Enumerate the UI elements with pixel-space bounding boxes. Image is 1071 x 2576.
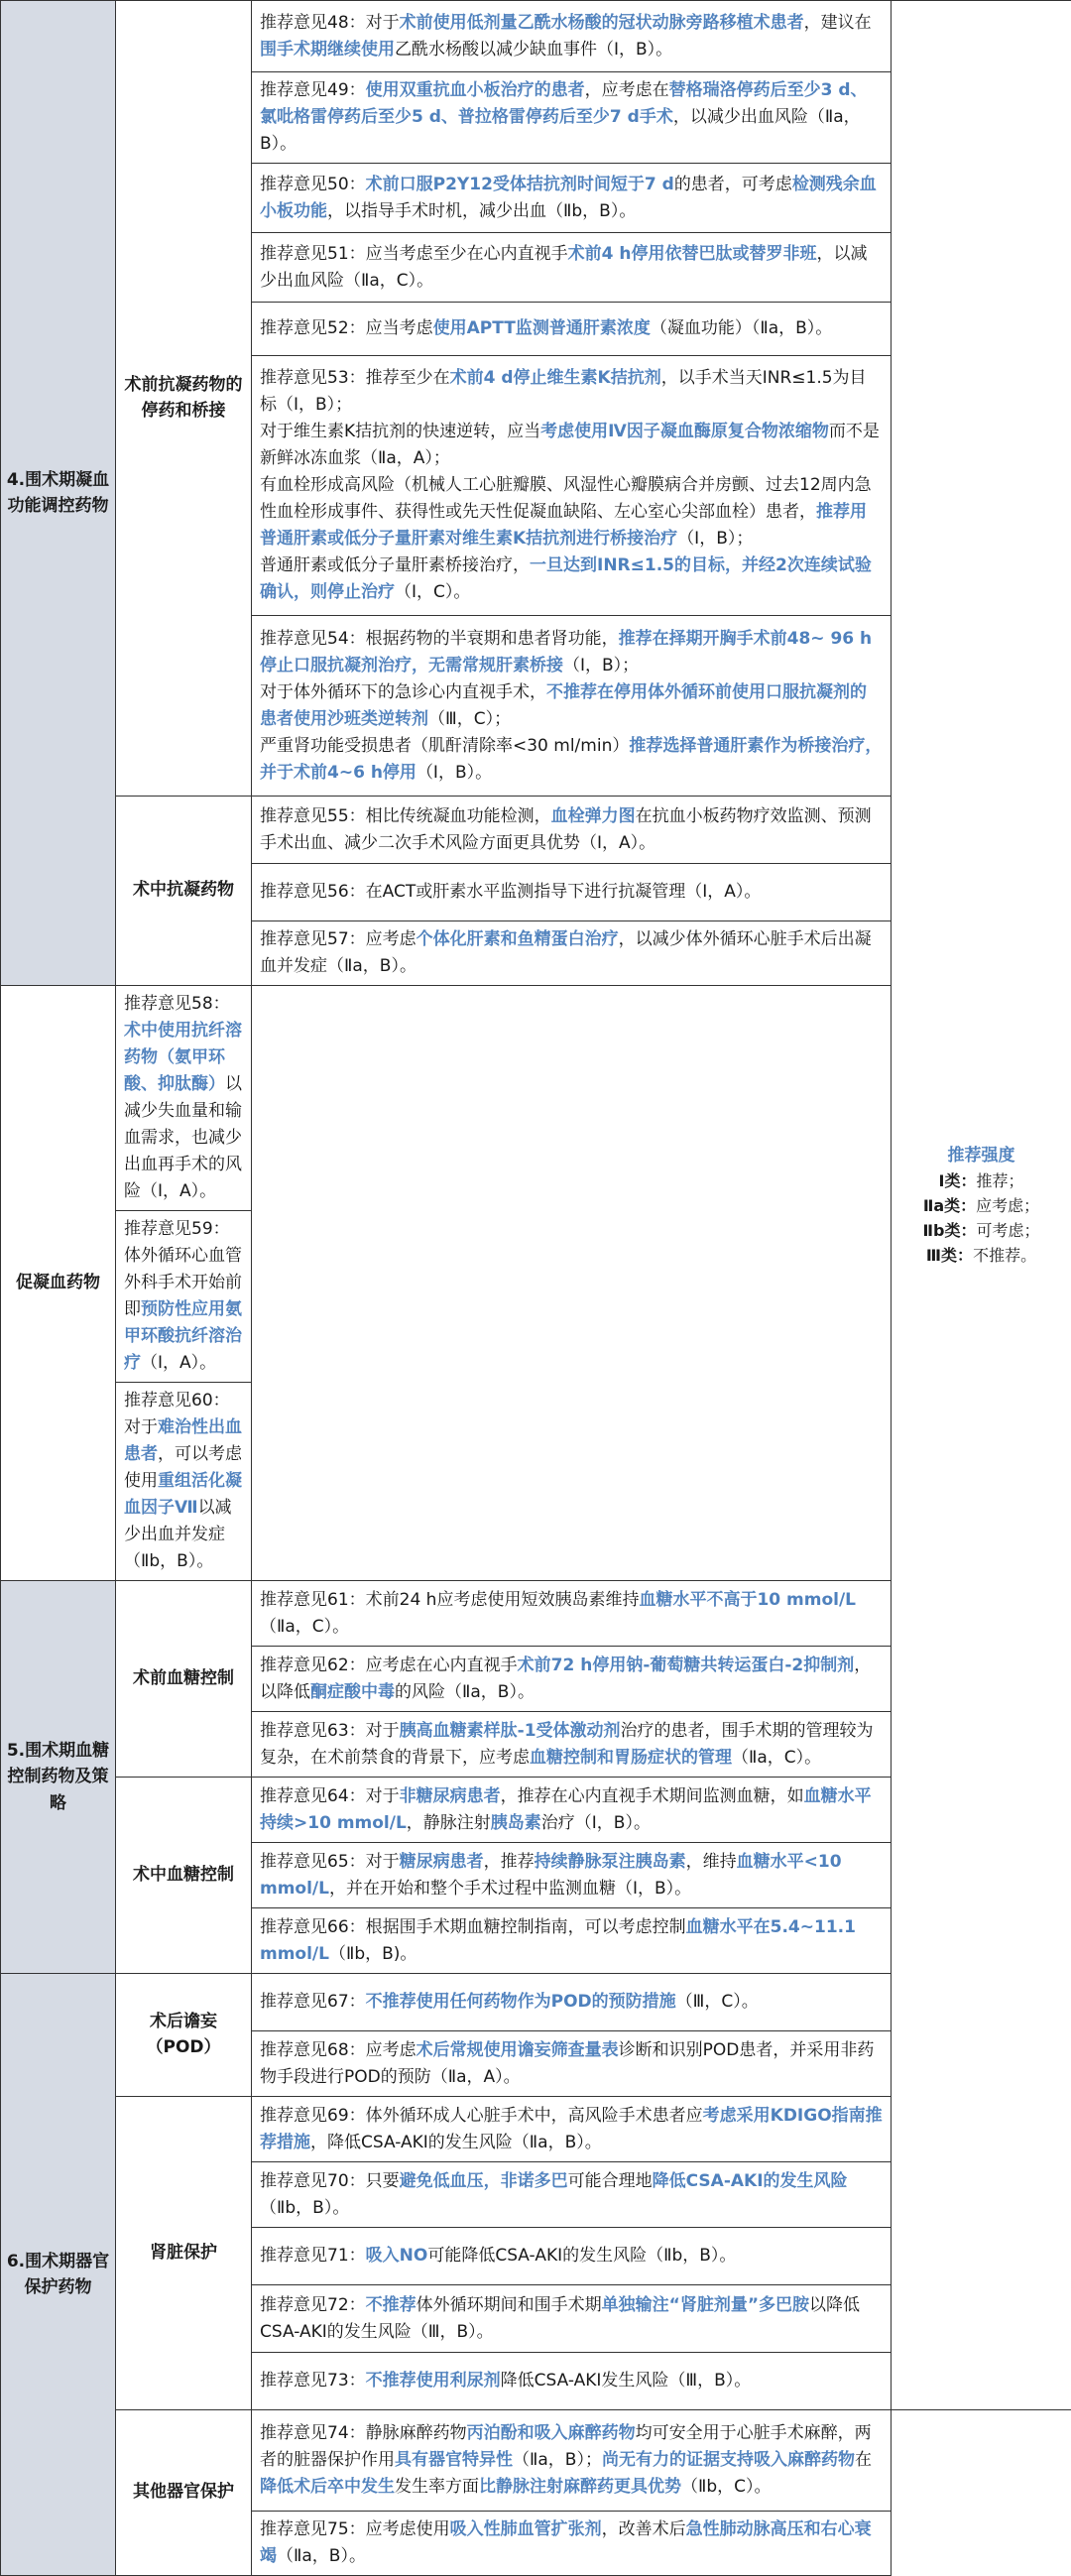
text-segment: 乙酰水杨酸以减少缺血事件（Ⅰ，B）。 bbox=[395, 40, 672, 60]
text-segment: ，以手术当天INR≤1.5为目标（Ⅰ，B）； bbox=[260, 368, 867, 415]
highlighted-text: 重组活化凝血因子Ⅶ bbox=[124, 1471, 242, 1518]
text-segment: （Ⅱa，C）。 bbox=[732, 1748, 821, 1768]
highlighted-text: 尚无有力的证据支持吸入麻醉药物 bbox=[602, 2450, 855, 2470]
text-segment: ，建议在 bbox=[804, 13, 872, 33]
text-segment: （Ⅱa，C）。 bbox=[260, 1617, 349, 1637]
text-segment: （Ⅰ，B）； bbox=[677, 529, 753, 549]
recommendation-55 bbox=[252, 797, 892, 864]
subcategory-other-organ-protection bbox=[116, 2410, 252, 2576]
highlighted-text: 血糖水平在5.4~11.1 mmol/L bbox=[260, 1917, 856, 1964]
recommendation-52 bbox=[252, 303, 892, 356]
recommendation-64 bbox=[252, 1778, 892, 1843]
text-segment: 治疗的患者，围手术期的管理较为复杂，在术前禁食的背景下，应考虑 bbox=[260, 1721, 874, 1768]
text-segment: 对于体外循环下的急诊心内直视手术， bbox=[260, 682, 546, 702]
highlighted-text: 吸入NO bbox=[366, 2246, 428, 2266]
highlighted-text: 使用APTT监测普通肝素浓度 bbox=[433, 318, 651, 338]
subcategory-preop-anticoagulant bbox=[116, 1, 252, 797]
text-segment: （Ⅰ，B）； bbox=[563, 656, 639, 675]
text-segment: 推荐意见52：应当考虑 bbox=[260, 318, 433, 338]
text-segment: ，以减少出血风险（Ⅱa，B）。 bbox=[260, 107, 861, 154]
text-segment: 均可安全用于心脏手术麻醉，两者的脏器保护作用 bbox=[260, 2423, 872, 2470]
highlighted-text: 血栓弹力图 bbox=[551, 806, 636, 826]
highlighted-text: 术后常规使用谵妄筛查量表 bbox=[416, 2040, 619, 2060]
text-segment: 以减少出血并发症（Ⅱb，B）。 bbox=[124, 1498, 232, 1571]
text-segment: 术中血糖控制 bbox=[133, 1865, 234, 1885]
recommendation-57 bbox=[252, 921, 892, 986]
recommendation-66 bbox=[252, 1908, 892, 1974]
highlighted-text: 术前4 d停止维生素K拮抗剂 bbox=[450, 368, 661, 388]
recommendation-72 bbox=[252, 2285, 892, 2353]
text-segment: 推荐意见59：体外循环心血管外科手术开始前即 bbox=[124, 1219, 242, 1319]
text-segment: 推荐意见64：对于 bbox=[260, 1786, 400, 1806]
recommendation-71 bbox=[252, 2228, 892, 2285]
recommendation-74 bbox=[252, 2410, 892, 2512]
highlighted-text: 具有器官特异性 bbox=[395, 2450, 513, 2470]
text-segment: 的患者，可考虑 bbox=[674, 175, 792, 194]
highlighted-text: 术前72 h停用钠-葡萄糖共转运蛋白-2抑制剂 bbox=[518, 1656, 855, 1675]
highlighted-text: 不推荐使用利尿剂 bbox=[366, 2371, 501, 2391]
highlighted-text: 使用双重抗血小板治疗的患者 bbox=[366, 80, 585, 100]
text-segment: 推荐意见60：对于 bbox=[124, 1391, 230, 1437]
text-segment: 推荐意见49： bbox=[260, 80, 366, 100]
legend-line bbox=[895, 1243, 1067, 1268]
text-segment: 体外循环期间和围手术期 bbox=[416, 2295, 602, 2315]
highlighted-text: 酮症酸中毒 bbox=[310, 1682, 395, 1702]
text-segment: 而不是新鲜冰冻血浆（Ⅱa，A）； bbox=[260, 422, 880, 468]
text-segment: 在抗血小板药物疗效监测、预测手术出血、减少二次手术风险方面更具优势（Ⅰ，A）。 bbox=[260, 806, 872, 853]
subcategory-intraop-glucose bbox=[116, 1778, 252, 1974]
text-segment: （Ⅰ，C）。 bbox=[395, 582, 470, 602]
highlighted-text: 糖尿病患者 bbox=[400, 1852, 484, 1872]
recommendation-50 bbox=[252, 164, 892, 233]
highlighted-text: 预防性应用氨甲环酸抗纤溶治疗 bbox=[124, 1299, 242, 1373]
text-segment: 术中抗凝药物 bbox=[133, 880, 234, 900]
highlighted-text: 非糖尿病患者 bbox=[400, 1786, 501, 1806]
recommendation-75 bbox=[252, 2512, 892, 2576]
highlighted-text: 血糖水平<10 mmol/L bbox=[260, 1852, 842, 1899]
recommendation-54 bbox=[252, 616, 892, 797]
text-segment: 推荐意见66：根据围手术期血糖控制指南，可以考虑控制 bbox=[260, 1917, 686, 1937]
text-segment: 以降低CSA-AKI的发生风险（Ⅲ，B）。 bbox=[260, 2295, 860, 2342]
text-segment: 6.围术期器官保护药物 bbox=[7, 2252, 109, 2297]
text-segment: 促凝血药物 bbox=[16, 1273, 100, 1292]
text-segment: Ⅰ类： bbox=[939, 1171, 977, 1190]
recommendation-strength-legend bbox=[892, 1, 1071, 2410]
text-segment: ，可以考虑使用 bbox=[124, 1444, 242, 1491]
highlighted-text: 血糖控制和胃肠症状的管理 bbox=[530, 1748, 732, 1768]
legend-line bbox=[895, 1168, 1067, 1193]
text-segment: 5.围术期血糖控制药物及策略 bbox=[7, 1741, 109, 1813]
text-segment: 有血栓形成高风险（机械人工心脏瓣膜、风湿性心瓣膜病合并房颤、过去12周内急性血栓形成事件、获得性或先天性促凝血缺陷、左心室心尖部血栓）患者， bbox=[260, 475, 872, 522]
recommendation-60 bbox=[116, 1383, 252, 1581]
text-segment: 肾脏保护 bbox=[150, 2243, 217, 2263]
text-segment: Ⅱb类： bbox=[922, 1221, 976, 1240]
highlighted-text: 急性肺动脉高压和右心衰竭 bbox=[260, 2519, 872, 2566]
text-segment: （Ⅱa，B）； bbox=[513, 2450, 602, 2470]
text-segment: 可考虑； bbox=[976, 1221, 1039, 1240]
highlighted-text: 围手术期继续使用 bbox=[260, 40, 395, 60]
text-segment: 的风险（Ⅱa，B）。 bbox=[395, 1682, 535, 1702]
text-segment: 推荐意见48：对于 bbox=[260, 13, 400, 33]
text-segment: 推荐意见67： bbox=[260, 1992, 366, 2012]
text-segment: 推荐意见54：根据药物的半衰期和患者肾功能， bbox=[260, 629, 619, 649]
text-segment: 诊断和识别POD患者，并采用非药物手段进行POD的预防（Ⅱa，A）。 bbox=[260, 2040, 874, 2087]
text-segment: 推荐意见55：相比传统凝血功能检测， bbox=[260, 806, 551, 826]
text-segment: （Ⅰ，A）。 bbox=[141, 1353, 216, 1373]
text-segment: 降低CSA-AKI发生风险（Ⅲ，B）。 bbox=[501, 2371, 752, 2391]
subcategory-renal-protection bbox=[116, 2097, 252, 2410]
text-segment: 不推荐。 bbox=[973, 1246, 1036, 1265]
recommendation-61 bbox=[252, 1581, 892, 1647]
recommendation-70 bbox=[252, 2162, 892, 2228]
subcategory-procoagulant bbox=[1, 986, 116, 1581]
highlighted-text: 检测残余血小板功能 bbox=[260, 175, 877, 221]
recommendation-59 bbox=[116, 1211, 252, 1383]
highlighted-text: 避免低血压，非诺多巴 bbox=[400, 2171, 568, 2191]
text-segment: ，以减少体外循环心脏手术后出凝血并发症（Ⅱa，B）。 bbox=[260, 929, 872, 976]
highlighted-text: 丙泊酚和吸入麻醉药物 bbox=[467, 2423, 636, 2443]
highlighted-text: 比静脉注射麻醉药更具优势 bbox=[479, 2477, 681, 2497]
text-segment: 对于维生素K拮抗剂的快速逆转，应当 bbox=[260, 422, 540, 441]
text-segment: 4.围术期凝血功能调控药物 bbox=[7, 470, 109, 516]
category-4 bbox=[1, 1, 116, 986]
text-segment: 推荐意见61：术前24 h应考虑使用短效胰岛素维持 bbox=[260, 1590, 639, 1610]
text-segment: 严重肾功能受损患者（肌酐清除率<30 ml/min） bbox=[260, 736, 629, 756]
subcategory-pod bbox=[116, 1974, 252, 2097]
text-segment: （Ⅱa，B）。 bbox=[277, 2546, 366, 2566]
highlighted-text: 不推荐使用任何药物作为POD的预防措施 bbox=[366, 1992, 676, 2012]
highlighted-text: 吸入性肺血管扩张剂 bbox=[450, 2519, 602, 2539]
text-segment: 推荐意见58： bbox=[124, 994, 230, 1014]
subcategory-preop-glucose bbox=[116, 1581, 252, 1778]
text-segment: 推荐意见65：对于 bbox=[260, 1852, 400, 1872]
text-segment: ，并在开始和整个手术过程中监测血糖（Ⅰ，B）。 bbox=[329, 1879, 691, 1899]
text-segment: Ⅲ类： bbox=[926, 1246, 973, 1265]
recommendation-51 bbox=[252, 233, 892, 303]
text-segment: 推荐意见56：在ACT或肝素水平监测指导下进行抗凝管理（Ⅰ，A）。 bbox=[260, 882, 761, 902]
text-segment: 术后谵妄（POD） bbox=[146, 2012, 220, 2057]
highlighted-text: 胰岛素 bbox=[491, 1813, 541, 1833]
text-segment: 推荐意见51：应当考虑至少在心内直视手 bbox=[260, 244, 568, 264]
highlighted-text: 替格瑞洛停药后至少3 d、氯吡格雷停药后至少5 d、普拉格雷停药后至少7 d手术 bbox=[260, 80, 868, 127]
text-segment: （Ⅲ，C）； bbox=[428, 709, 511, 729]
highlighted-text: 术中使用抗纤溶药物（氨甲环酸、抑肽酶） bbox=[124, 1021, 242, 1094]
text-segment: （凝血功能）（Ⅱa，B）。 bbox=[651, 318, 832, 338]
highlighted-text: 难治性出血患者 bbox=[124, 1417, 242, 1464]
highlighted-text: 术前4 h停用依替巴肽或替罗非班 bbox=[568, 244, 817, 264]
legend-line bbox=[895, 1193, 1067, 1218]
recommendation-68 bbox=[252, 2031, 892, 2097]
subcategory-intraop-anticoagulant bbox=[116, 797, 252, 986]
highlighted-text: 推荐选择普通肝素作为桥接治疗，并于术前4~6 h停用 bbox=[260, 736, 882, 783]
text-segment: 推荐意见73： bbox=[260, 2371, 366, 2391]
text-segment: 普通肝素或低分子量肝素桥接治疗， bbox=[260, 555, 530, 575]
text-segment: （Ⅰ，B）。 bbox=[416, 763, 492, 783]
text-segment: 应考虑； bbox=[976, 1196, 1039, 1215]
highlighted-text: 推荐在择期开胸手术前48~ 96 h停止口服抗凝剂治疗，无需常规肝素桥接 bbox=[260, 629, 872, 675]
text-segment: 推荐意见69：体外循环成人心脏手术中，高风险手术患者应 bbox=[260, 2106, 703, 2126]
text-segment: 可能降低CSA-AKI的发生风险（Ⅱb，B）。 bbox=[427, 2246, 736, 2266]
text-segment: 推荐； bbox=[976, 1171, 1023, 1190]
recommendation-53 bbox=[252, 356, 892, 616]
text-segment: 推荐意见71： bbox=[260, 2246, 366, 2266]
text-segment: （Ⅱb，C）。 bbox=[681, 2477, 772, 2497]
highlighted-text: 胰高血糖素样肽-1受体激动剂 bbox=[400, 1721, 621, 1741]
text-segment: ，以减少出血风险（Ⅱa，C）。 bbox=[260, 244, 868, 291]
text-segment: ，以降低 bbox=[260, 1656, 871, 1702]
recommendation-62 bbox=[252, 1647, 892, 1712]
text-segment: （Ⅱb，B）。 bbox=[260, 2198, 349, 2218]
text-segment: 推荐意见62：应考虑在心内直视手 bbox=[260, 1656, 518, 1675]
text-segment: ，降低CSA-AKI的发生风险（Ⅱa，B）。 bbox=[310, 2133, 602, 2152]
text-segment: 推荐意见74：静脉麻醉药物 bbox=[260, 2423, 467, 2443]
highlighted-text: 血糖水平持续>10 mmol/L bbox=[260, 1786, 872, 1833]
text-segment: ，以指导手术时机，减少出血（Ⅱb，B）。 bbox=[327, 201, 636, 221]
text-segment: ，推荐 bbox=[484, 1852, 535, 1872]
text-segment: 术前抗凝药物的停药和桥接 bbox=[125, 375, 243, 421]
text-segment: 术前血糖控制 bbox=[133, 1668, 234, 1688]
text-segment: 推荐意见72： bbox=[260, 2295, 366, 2315]
text-segment: ，改善术后 bbox=[602, 2519, 686, 2539]
text-segment: 其他器官保护 bbox=[133, 2482, 234, 2502]
text-segment: Ⅱa类： bbox=[923, 1196, 976, 1215]
highlighted-text: 不推荐 bbox=[366, 2295, 416, 2315]
text-segment: 在 bbox=[855, 2450, 872, 2470]
recommendation-49 bbox=[252, 72, 892, 164]
recommendation-73 bbox=[252, 2353, 892, 2410]
highlighted-text: 持续静脉泵注胰岛素 bbox=[535, 1852, 686, 1872]
text-segment: 推荐意见70：只要 bbox=[260, 2171, 400, 2191]
text-segment: 可能合理地 bbox=[568, 2171, 653, 2191]
recommendation-58 bbox=[116, 986, 252, 1211]
highlighted-text: 血糖水平不高于10 mmol/L bbox=[639, 1590, 856, 1610]
highlighted-text: 术前使用低剂量乙酰水杨酸的冠状动脉旁路移植术患者 bbox=[400, 13, 804, 33]
category-6 bbox=[1, 1974, 116, 2576]
highlighted-text: 降低术后卒中发生 bbox=[260, 2477, 395, 2497]
text-segment: 推荐意见75：应考虑使用 bbox=[260, 2519, 450, 2539]
highlighted-text: 一旦达到INR≤1.5的目标，并经2次连续试验确认，则停止治疗 bbox=[260, 555, 872, 602]
highlighted-text: 术前口服P2Y12受体拮抗剂时间短于7 d bbox=[366, 175, 674, 194]
text-segment: （Ⅱb，B)。 bbox=[329, 1944, 416, 1964]
text-segment: 治疗（Ⅰ，B）。 bbox=[541, 1813, 651, 1833]
highlighted-text: 不推荐在停用体外循环前使用口服抗凝剂的患者使用沙班类逆转剂 bbox=[260, 682, 867, 729]
text-segment: ，应考虑在 bbox=[585, 80, 669, 100]
legend-line bbox=[895, 1218, 1067, 1243]
highlighted-text: 推荐用普通肝素或低分子量肝素对维生素K拮抗剂进行桥接治疗 bbox=[260, 502, 867, 549]
recommendation-63 bbox=[252, 1712, 892, 1778]
highlighted-text: 个体化肝素和鱼精蛋白治疗 bbox=[416, 929, 619, 949]
text-segment: 推荐意见68：应考虑 bbox=[260, 2040, 416, 2060]
text-segment: 以减少失血量和输血需求，也减少出血再手术的风险（Ⅰ，A）。 bbox=[124, 1074, 242, 1201]
text-segment: （Ⅲ，C）。 bbox=[676, 1992, 759, 2012]
text-segment: ，静脉注射 bbox=[407, 1813, 491, 1833]
text-segment: 推荐意见57：应考虑 bbox=[260, 929, 416, 949]
recommendation-69 bbox=[252, 2097, 892, 2162]
text-segment: ，推荐在心内直视手术期间监测血糖，如 bbox=[501, 1786, 804, 1806]
legend-title: 推荐强度 bbox=[895, 1144, 1067, 1168]
text-segment: 推荐意见63：对于 bbox=[260, 1721, 400, 1741]
recommendation-65 bbox=[252, 1843, 892, 1908]
recommendation-48 bbox=[252, 1, 892, 72]
text-segment: 推荐意见50： bbox=[260, 175, 366, 194]
category-5 bbox=[1, 1581, 116, 1974]
text-segment: 推荐意见53：推荐至少在 bbox=[260, 368, 450, 388]
highlighted-text: 考虑使用Ⅳ因子凝血酶原复合物浓缩物 bbox=[540, 422, 829, 441]
highlighted-text: 单独输注“肾脏剂量”多巴胺 bbox=[602, 2295, 809, 2315]
highlighted-text: 降低CSA-AKI的发生风险 bbox=[653, 2171, 848, 2191]
recommendation-67 bbox=[252, 1974, 892, 2031]
text-segment: ，维持 bbox=[686, 1852, 737, 1872]
recommendation-56 bbox=[252, 864, 892, 921]
text-segment: 发生率方面 bbox=[395, 2477, 479, 2497]
highlighted-text: 考虑采用KDIGO指南推荐措施 bbox=[260, 2106, 883, 2152]
